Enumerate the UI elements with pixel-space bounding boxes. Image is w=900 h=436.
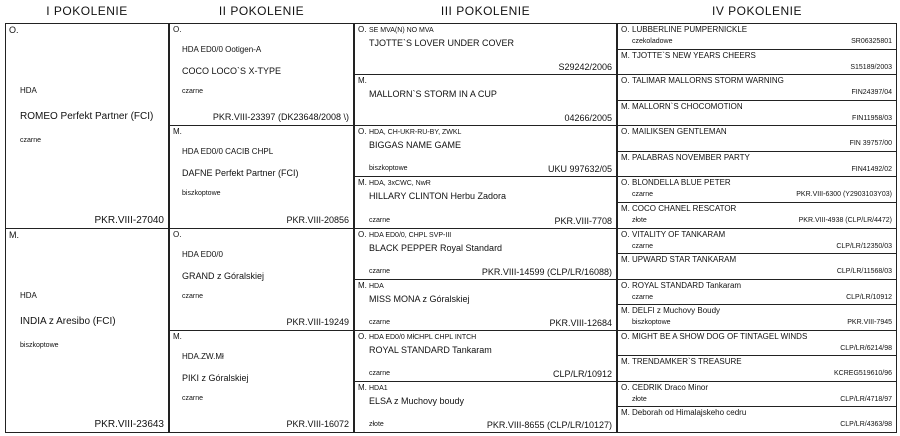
- gen3-cell: [354, 228, 617, 280]
- dog-name: COCO CHANEL RESCATOR: [632, 203, 737, 213]
- coat-color: czarne: [369, 216, 391, 224]
- gen4-cell: [617, 381, 897, 408]
- registration-number: CLP/LR/6214/98: [840, 344, 892, 352]
- gen4-cell: [617, 355, 897, 382]
- dog-name: Deborah od Himalajskeho cedru: [632, 408, 747, 418]
- titles: HDA.ZW.Mł: [182, 351, 224, 361]
- registration-number: PKR.VIII-23643: [94, 419, 164, 430]
- sex-label: O.: [621, 331, 630, 341]
- registration-number: PKR.VIII-14599 (CLP/LR/16088): [481, 266, 612, 277]
- registration-number: CLP/LR/10912: [846, 293, 892, 301]
- dog-name: DAFNE Perfekt Partner (FCI): [182, 168, 299, 179]
- sex-label: M.: [621, 101, 630, 111]
- titles: HDA1: [369, 384, 388, 392]
- coat-color: biszkoptowe: [632, 319, 671, 327]
- titles: HDA, CH-UKR-RU-BY, ZWKL: [369, 129, 462, 137]
- dog-name: DELFI z Muchovy Boudy: [632, 306, 721, 316]
- registration-number: FIN11958/03: [852, 114, 892, 122]
- dog-name: TJOTTE`S LOVER UNDER COVER: [369, 38, 515, 48]
- dog-name: PIKI z Góralskiej: [182, 372, 249, 383]
- dog-name: TALIMAR MALLORNS STORM WARNING: [632, 76, 784, 86]
- registration-number: PKR.VIII-23397 (DK23648/2008 \): [212, 112, 349, 123]
- registration-number: FIN 39757/00: [849, 140, 892, 148]
- coat-color: biszkoptowe: [20, 341, 59, 349]
- generation-header: II POKOLENIE: [218, 4, 305, 18]
- titles: HDA: [20, 86, 37, 95]
- sex-label: M.: [621, 408, 630, 418]
- sex-label: O.: [173, 229, 182, 239]
- registration-number: S29242/2006: [558, 62, 612, 73]
- gen4-cell: [617, 125, 897, 152]
- sex-label: M.: [173, 331, 182, 341]
- coat-color: czarne: [182, 394, 204, 402]
- dog-name: GRAND z Góralskiej: [182, 270, 265, 281]
- dog-name: INDIA z Aresibo (FCI): [20, 315, 116, 327]
- titles: HDA ED0/0 CACIB CHPL: [182, 147, 274, 157]
- registration-number: 04266/2005: [564, 113, 612, 124]
- registration-number: PKR.VIII-7708: [554, 215, 612, 226]
- sex-label: M.: [9, 229, 19, 240]
- sex-label: M.: [621, 255, 630, 265]
- coat-color: złote: [632, 216, 647, 224]
- registration-number: KCREG519610/96: [834, 370, 892, 378]
- sex-label: O.: [358, 229, 367, 239]
- registration-number: UKU 997632/05: [547, 164, 612, 175]
- coat-color: czarne: [632, 242, 654, 250]
- coat-color: czarne: [369, 369, 391, 377]
- registration-number: S15189/2003: [850, 63, 892, 71]
- registration-number: CLP/LR/12350/03: [836, 242, 892, 250]
- gen2-cell: [169, 125, 354, 228]
- dog-name: CEDRIK Draco Minor: [632, 382, 709, 392]
- sex-label: O.: [621, 127, 630, 137]
- sex-label: M.: [621, 152, 630, 162]
- dog-name: MALLORN`S CHOCOMOTION: [632, 101, 743, 111]
- dog-name: HILLARY CLINTON Herbu Zadora: [369, 191, 507, 202]
- sex-label: O.: [621, 382, 630, 392]
- gen4-cell: [617, 74, 897, 101]
- sex-label: M.: [621, 203, 630, 213]
- registration-number: PKR.VIII-20856: [286, 214, 349, 225]
- gen4-cell: [617, 253, 897, 280]
- dog-name: VITALITY OF TANKARAM: [632, 229, 726, 239]
- gen2-cell: [169, 23, 354, 126]
- sex-label: M.: [358, 280, 367, 290]
- dog-name: BIGGAS NAME GAME: [369, 140, 462, 151]
- sex-label: M.: [621, 50, 630, 60]
- registration-number: PKR.VIII-27040: [94, 214, 164, 226]
- gen4-cell: [617, 304, 897, 331]
- registration-number: CLP/LR/10912: [552, 368, 612, 379]
- dog-name: TJOTTE`S NEW YEARS CHEERS: [632, 50, 756, 60]
- titles: HDA, 3xCWC, NwR: [369, 180, 431, 188]
- coat-color: czarne: [632, 191, 654, 199]
- gen2-cell: [169, 228, 354, 331]
- gen1-cell: [5, 23, 169, 229]
- registration-number: CLP/LR/4718/97: [840, 395, 892, 403]
- gen3-cell: [354, 176, 617, 228]
- coat-color: biszkoptowe: [369, 165, 408, 173]
- generation-header: III POKOLENIE: [440, 4, 531, 18]
- sex-label: O.: [621, 178, 630, 188]
- coat-color: czarne: [20, 137, 42, 144]
- dog-name: TRENDAMKER`S TREASURE: [632, 357, 742, 367]
- coat-color: czekoladowe: [632, 38, 673, 45]
- registration-number: PKR.VIII-12684: [549, 317, 612, 328]
- dog-name: MIGHT BE A SHOW DOG OF TINTAGEL WINDS: [632, 331, 808, 341]
- registration-number: PKR.VIII-6300 (Y2903103Y03): [796, 191, 892, 199]
- dog-name: BLACK PEPPER Royal Standard: [369, 242, 503, 253]
- coat-color: złote: [369, 421, 384, 428]
- titles: HDA ED0/0: [182, 249, 223, 259]
- gen4-cell: [617, 49, 897, 76]
- dog-name: ELSA z Muchovy boudy: [369, 395, 465, 406]
- sex-label: O.: [621, 76, 630, 86]
- gen3-cell: [354, 74, 617, 126]
- gen4-cell: [617, 151, 897, 178]
- dog-name: UPWARD STAR TANKARAM: [632, 255, 737, 265]
- gen4-cell: [617, 279, 897, 306]
- dog-name: ROYAL STANDARD Tankaram: [632, 280, 742, 290]
- coat-color: czarne: [369, 318, 391, 326]
- dog-name: MALLORN`S STORM IN A CUP: [369, 89, 497, 100]
- registration-number: CLP/LR/11568/03: [836, 268, 892, 276]
- titles: HDA: [369, 282, 384, 290]
- coat-color: czarne: [369, 267, 391, 275]
- gen4-cell: [617, 228, 897, 255]
- sex-label: O.: [621, 229, 630, 239]
- sex-label: O.: [621, 280, 630, 290]
- dog-name: ROMEO Perfekt Partner (FCI): [20, 111, 154, 122]
- sex-label: O.: [358, 331, 367, 341]
- sex-label: M.: [621, 357, 630, 367]
- gen4-cell: [617, 330, 897, 357]
- sex-label: O.: [358, 25, 367, 34]
- registration-number: PKR.VIII-19249: [286, 316, 349, 327]
- titles: HDA ED0/0 MłCHPL CHPL INTCH: [369, 333, 477, 341]
- registration-number: CLP/LR/4363/98: [840, 421, 892, 429]
- gen4-cell: [617, 100, 897, 127]
- sex-label: M.: [621, 306, 630, 316]
- gen3-cell: [354, 330, 617, 382]
- gen3-cell: [354, 279, 617, 331]
- sex-label: O.: [173, 25, 182, 34]
- titles: HDA ED0/0 Ootigen-A: [182, 45, 262, 54]
- gen4-cell: [617, 23, 897, 50]
- registration-number: FIN41492/02: [851, 165, 892, 173]
- registration-number: PKR.VIII-16072: [286, 419, 349, 429]
- sex-label: O.: [9, 25, 19, 35]
- registration-number: PKR.VIII-4938 (CLP/LR/4472): [798, 216, 892, 224]
- registration-number: PKR.VIII-7945: [847, 319, 892, 327]
- generation-header: I POKOLENIE: [46, 4, 128, 18]
- dog-name: MAILIKSEN GENTLEMAN: [632, 127, 727, 137]
- sex-label: M.: [358, 382, 367, 392]
- coat-color: czarne: [182, 88, 204, 95]
- gen4-cell: [617, 176, 897, 203]
- titles: HDA: [20, 290, 37, 300]
- registration-number: PKR.VIII-8655 (CLP/LR/10127): [486, 420, 612, 430]
- dog-name: MISS MONA z Góralskiej: [369, 293, 470, 304]
- gen2-cell: [169, 330, 354, 433]
- generation-header: IV POKOLENIE: [711, 4, 803, 18]
- dog-name: COCO LOCO`S X-TYPE: [182, 66, 282, 76]
- gen3-cell: [354, 23, 617, 75]
- dog-name: ROYAL STANDARD Tankaram: [369, 344, 492, 355]
- coat-color: czarne: [182, 292, 204, 300]
- titles: HDA ED0/0, CHPL SVP-III: [369, 231, 452, 239]
- dog-name: PALABRAS NOVEMBER PARTY: [632, 152, 750, 162]
- gen1-cell: [5, 228, 169, 434]
- coat-color: biszkoptowe: [182, 190, 221, 198]
- sex-label: M.: [358, 178, 367, 188]
- dog-name: BLONDELLA BLUE PETER: [632, 178, 731, 188]
- coat-color: czarne: [632, 293, 654, 301]
- registration-number: FIN24397/04: [851, 89, 892, 97]
- gen4-cell: [617, 202, 897, 229]
- sex-label: M.: [358, 76, 367, 86]
- sex-label: O.: [621, 25, 630, 34]
- coat-color: złote: [632, 395, 647, 403]
- registration-number: SR06325801: [851, 38, 892, 45]
- gen3-cell: [354, 381, 617, 433]
- titles: SE MVA(N) NO MVA: [369, 27, 434, 34]
- gen3-cell: [354, 125, 617, 177]
- dog-name: LUBBERLINE PUMPERNICKLE: [632, 25, 748, 34]
- gen4-cell: [617, 406, 897, 433]
- sex-label: M.: [173, 127, 182, 137]
- sex-label: O.: [358, 127, 367, 137]
